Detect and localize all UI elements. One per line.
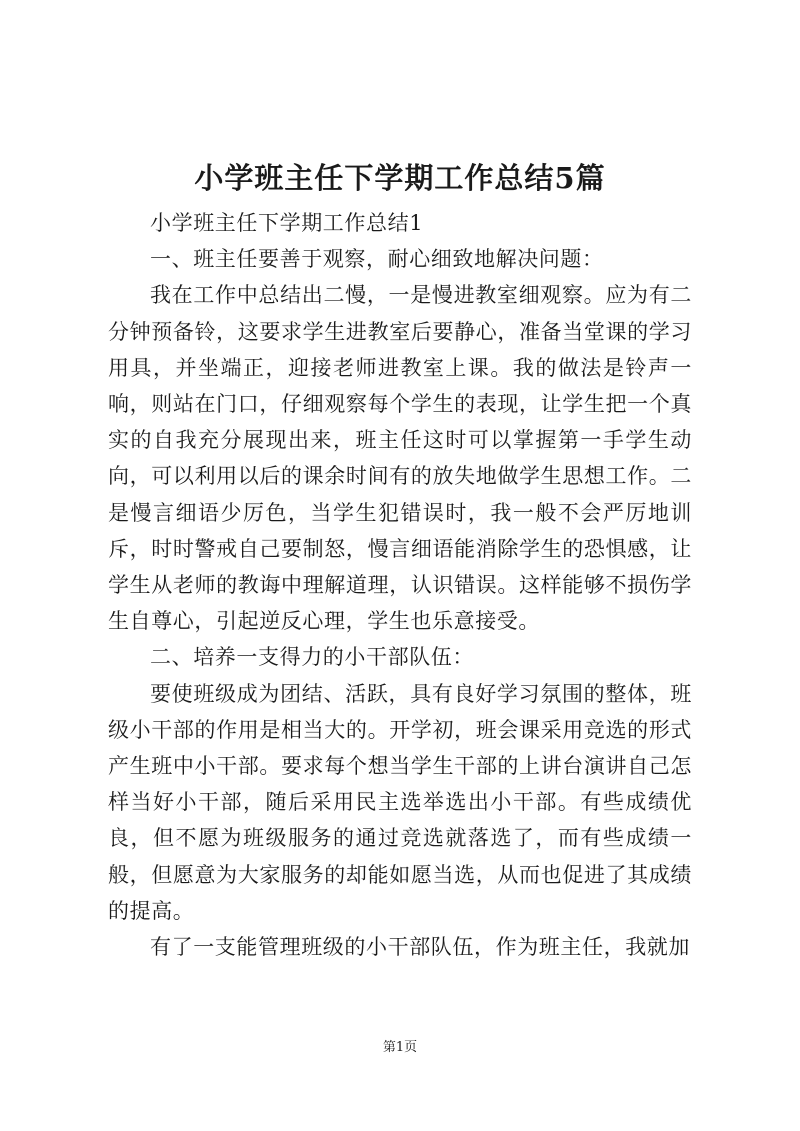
page-number: 第1页 [382,1040,418,1055]
body-paragraph: 要使班级成为团结、活跃，具有良好学习氛围的整体，班级小干部的作用是相当大的。开学初，班会课采用竞选的形式产生班中小干部。要求每个想当学生干部的上讲台演讲自己怎样当好小干部，随后采用民主选举选出小干部。有些成绩优良，但不愿为班级服务的通过竞选就落选了，而有些成绩一般，但愿意为大家服务的却能如愿当选，从而也促进了其成绩的提高。 [108,681,692,923]
document-title: 小学班主任下学期工作总结5篇 [194,161,606,195]
document-body [108,205,692,965]
section-heading: 小学班主任下学期工作总结1 [150,211,424,235]
subsection-heading: 二、培养一支得力的小干部队伍： [150,645,474,670]
subsection-heading: 一、班主任要善于观察，耐心细致地解决问题： [150,247,604,272]
body-paragraph: 我在工作中总结出二慢，一是慢进教室细观察。应为有二分钟预备铃，这要求学生进教室后要静心，准备当堂课的学习用具，并坐端正，迎接老师进教室上课。我的做法是铃声一响，则站在门口，仔细观察每个学生的表现，让学生把一个真实的自我充分展现出来，班主任这时可以掌握第一手学生动向，可以利用以后的课余时间有的放失地做学生思想工作。二是慢言细语少厉色，当学生犯错误时，我一般不会严厉地训斥，时时警戒自己要制怒，慢言细语能消除学生的恐惧感，让学生从老师的教诲中理解道理，认识错误。这样能够不损伤学生自尊心，引起逆反心理，学生也乐意接受。 [108,283,692,634]
body-paragraph: 有了一支能管理班级的小干部队伍，作为班主任，我就加 [150,935,690,960]
